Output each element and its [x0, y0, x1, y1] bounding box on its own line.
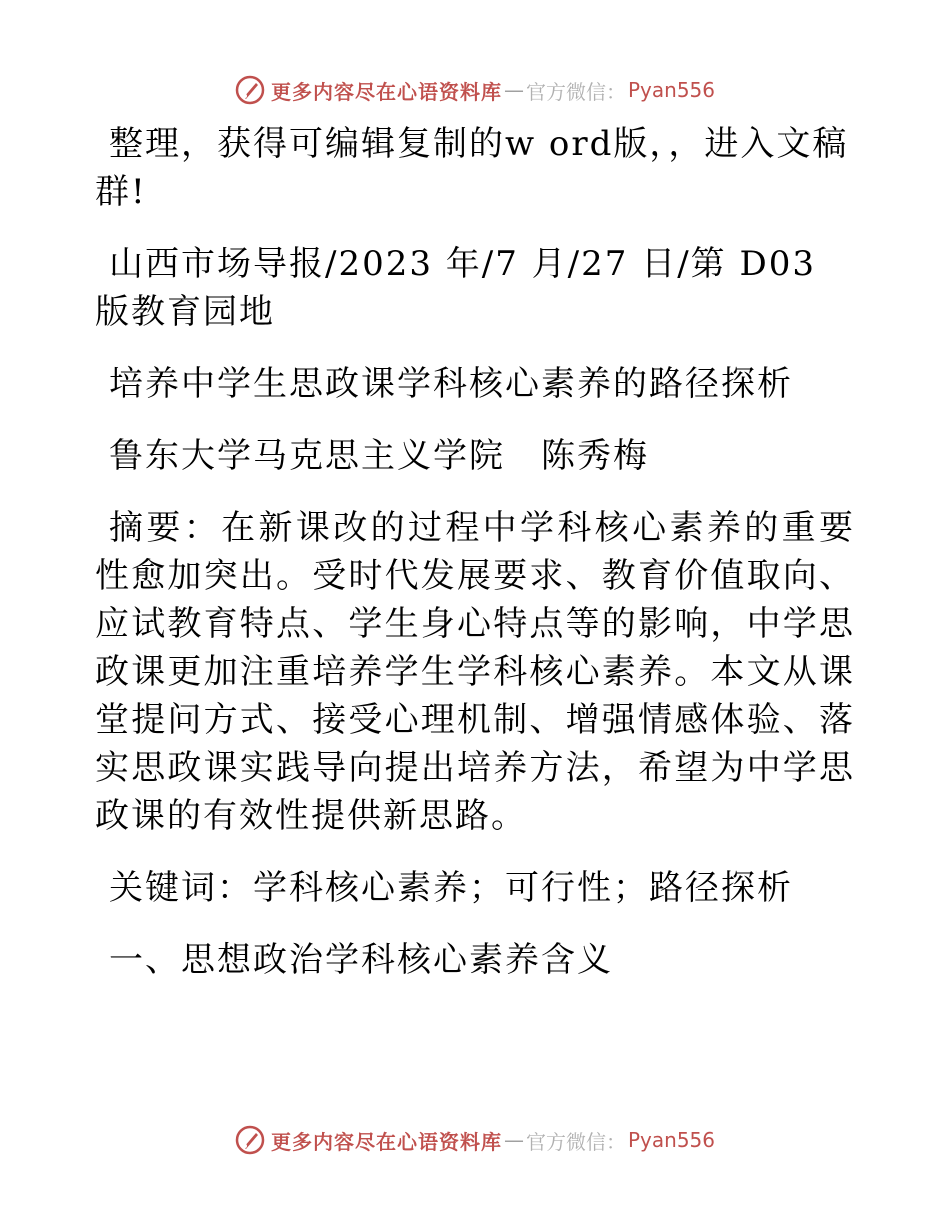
intro-note: 整理，获得可编辑复制的w ord版，，进入文稿群!	[95, 124, 849, 212]
quill-logo-icon	[235, 75, 265, 105]
watermark-dash: —	[503, 1128, 524, 1152]
abstract-paragraph: 摘要：在新课改的过程中学科核心素养的重要性愈加突出。受时代发展要求、教育价值取向、应试教育特点、学生身心特点等的影响，中学思政课更加注重培养学生学科核心素养。本文从课堂提问方式、接受心理机制、增强情感体验、落实思政课实践导向提出培养方法，希望为中学思政课的有效性提供新思路。	[95, 508, 855, 836]
watermark-sub-text: 官方微信：	[525, 79, 626, 104]
author-line: 鲁东大学马克思主义学院 陈秀梅	[109, 436, 649, 476]
watermark-main-text: 更多内容尽在心语资料库	[270, 1129, 502, 1154]
watermark-wechat-id: Pyan556	[627, 78, 715, 102]
watermark-sub-text: 官方微信：	[525, 1129, 626, 1154]
article-title: 培养中学生思政课学科核心素养的路径探析	[109, 364, 793, 404]
watermark-dash: —	[503, 78, 524, 102]
watermark-wechat-id: Pyan556	[627, 1128, 715, 1152]
footer-watermark	[0, 1120, 950, 1160]
source-line: 山西市场导报/2023 年/7 月/27 日/第 D03 版教育园地	[95, 244, 816, 332]
header-watermark	[0, 70, 950, 110]
keywords-line: 关键词：学科核心素养；可行性；路径探析	[109, 868, 793, 908]
section-heading: 一、思想政治学科核心素养含义	[109, 940, 613, 980]
watermark-main-text: 更多内容尽在心语资料库	[270, 79, 502, 104]
quill-logo-icon	[235, 1125, 265, 1155]
document-body	[95, 120, 855, 1008]
